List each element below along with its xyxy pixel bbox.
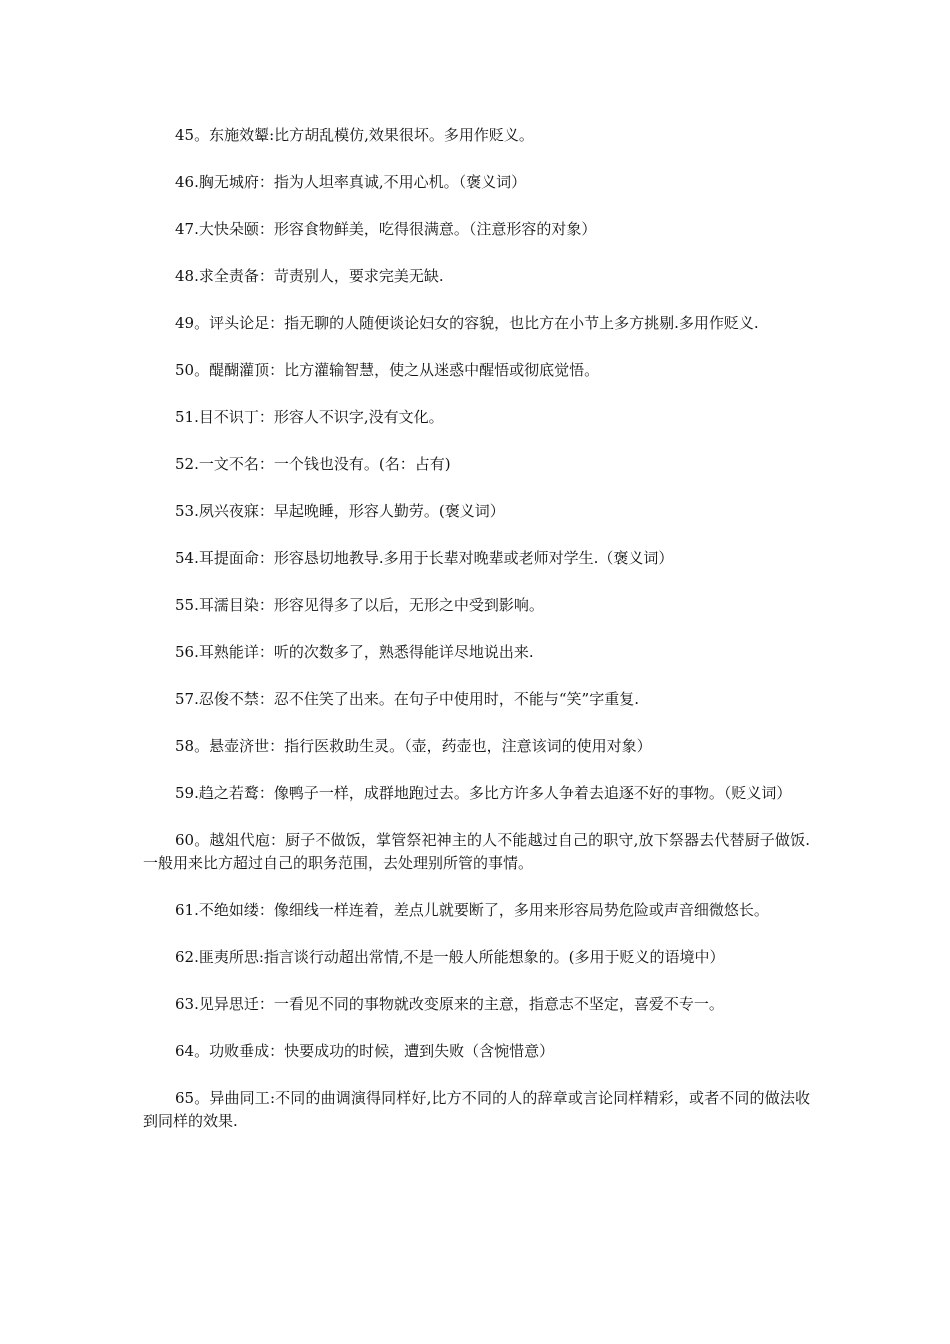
- idiom-entry-50: 50。醍醐灌顶：比方灌输智慧，使之从迷惑中醒悟或彻底觉悟。: [175, 361, 600, 379]
- idiom-entry-56: 56.耳熟能详：听的次数多了，熟悉得能详尽地说出来.: [175, 643, 534, 661]
- idiom-entry-59: 59.趋之若鹜：像鸭子一样，成群地跑过去。多比方许多人争着去追逐不好的事物。（贬义词）: [175, 784, 792, 802]
- idiom-entry-55: 55.耳濡目染：形容见得多了以后，无形之中受到影响。: [175, 596, 544, 614]
- idiom-entry-60: 60。越俎代庖：厨子不做饭，掌管祭祀神主的人不能越过自己的职守,放下祭器去代替厨子做饭.一般用来比方超过自己的职务范围，去处理别所管的事情。: [143, 831, 810, 872]
- idiom-entry-57: 57.忍俊不禁：忍不住笑了出来。在句子中使用时，不能与“笑”字重复.: [175, 690, 639, 708]
- idiom-entry-46: 46.胸无城府：指为人坦率真诚,不用心机。（褒义词）: [175, 173, 527, 191]
- idiom-entry-61: 61.不绝如缕：像细线一样连着，差点儿就要断了，多用来形容局势危险或声音细微悠长。: [175, 901, 769, 919]
- idiom-entry-62: 62.匪夷所思:指言谈行动超出常情,不是一般人所能想象的。(多用于贬义的语境中）: [175, 948, 725, 966]
- idiom-entry-64: 64。功败垂成：快要成功的时候，遭到失败（含惋惜意）: [175, 1042, 555, 1060]
- idiom-entry-63: 63.见异思迁：一看见不同的事物就改变原来的主意，指意志不坚定，喜爱不专一。: [175, 995, 724, 1013]
- idiom-entry-51: 51.目不识丁：形容人不识字,没有文化。: [175, 408, 444, 426]
- idiom-entry-48: 48.求全责备：苛责别人，要求完美无缺.: [175, 267, 444, 285]
- idiom-entry-53: 53.夙兴夜寐：早起晚睡，形容人勤劳。(褒义词）: [175, 502, 505, 520]
- idiom-entry-65: 65。异曲同工:不同的曲调演得同样好,比方不同的人的辞章或言论同样精彩，或者不同的做法收到同样的效果.: [143, 1089, 810, 1130]
- idiom-list: [143, 124, 810, 1157]
- idiom-entry-54: 54.耳提面命：形容恳切地教导.多用于长辈对晚辈或老师对学生.（褒义词）: [175, 549, 674, 567]
- idiom-entry-45: 45。东施效颦:比方胡乱模仿,效果很坏。多用作贬义。: [175, 126, 534, 144]
- idiom-entry-58: 58。悬壶济世：指行医救助生灵。（壶，药壶也，注意该词的使用对象）: [175, 737, 652, 755]
- idiom-entry-52: 52.一文不名：一个钱也没有。(名：占有): [175, 455, 451, 473]
- idiom-entry-49: 49。评头论足：指无聊的人随便谈论妇女的容貌，也比方在小节上多方挑剔.多用作贬义.: [175, 314, 759, 332]
- idiom-entry-47: 47.大快朵颐：形容食物鲜美，吃得很满意。（注意形容的对象）: [175, 220, 597, 238]
